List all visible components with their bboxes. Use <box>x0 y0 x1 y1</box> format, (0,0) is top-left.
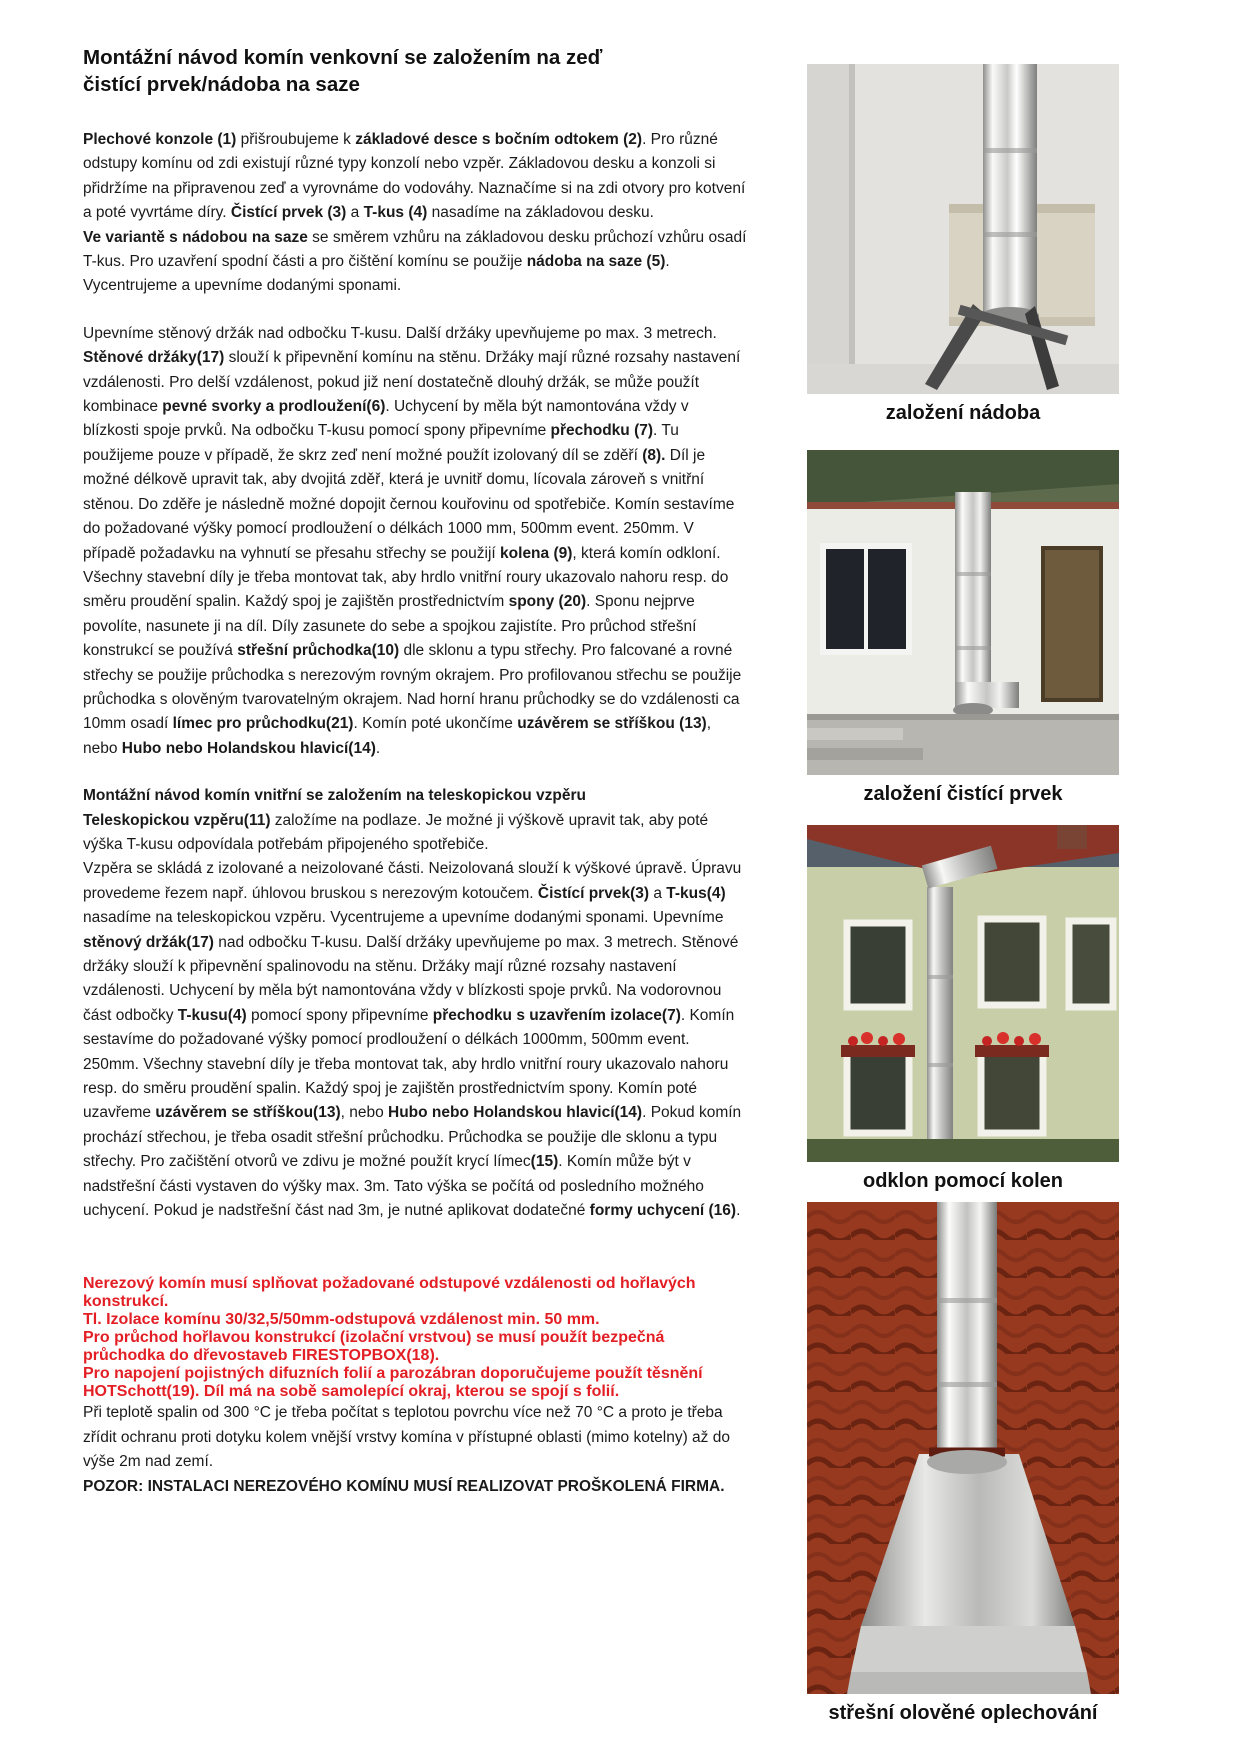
warning-insulation-distance: Tl. Izolace komínu 30/32,5/50mm-odstupová vzdálenost min. 50 mm. <box>83 1311 600 1329</box>
paragraph-soot-container-variant: Ve variantě s nádobou na saze se směrem vzhůru na základovou desku průchozí vzhůru osadí T-kus. Pro uzavření spodní části a pro čištění komínu se použije nádoba na saze (5). Vycentrujeme a upevníme dodanými sponami. <box>83 228 747 295</box>
paragraph-exterior-install: Plechové konzole (1) přišroubujeme k základové desce s bočním odtokem (2). Pro různé odstupy komínu od zdi existují různé typy konzolí nebo vzpěr. Základovou desku a konzoli si přidržíme na připravenou zeď a vyrovnáme do vodováhy. Naznačíme si na zdi otvory pro kotvení a poté vyvrtáme díry. Čistící prvek (3) a T-kus (4) nasadíme na základovou desku. <box>83 131 746 222</box>
warning-clearance: Nerezový komín musí splňovat požadované odstupové vzdálenosti od hořlavých konstrukcí. <box>83 1275 696 1311</box>
photo-chimney-wall-base <box>807 64 1119 394</box>
photo-house-cleaning-element <box>807 450 1119 775</box>
page-title-line-2: čistící prvek/nádoba na saze <box>83 73 360 96</box>
caption-stresni-olovene-oplechovani: střešní olověné oplechování <box>828 1702 1098 1724</box>
figure-zalozeni-nadoba <box>807 64 1119 425</box>
paragraph-wall-brackets: Upevníme stěnový držák nad odbočku T-kusu. Další držáky upevňujeme po max. 3 metrech. Stěnové držáky(17) slouží k připevnění komínu na stěnu. Držáky mají různé rozsahy nastavení vzdálenosti. Pro delší vzdálenost, pokud již není dostatečně dlouhý držák, se může použít kombinace pevné svorky a prodloužení(6). Uchycení by měla být namontována vždy v blízkosti spoje prvků. Na odbočku T-kusu pomocí spony připevníme přechodku (7). Tu použijeme pouze v případě, že skrz zeď není možné použít izolovaný díl se zděří (8). Díl je možné délkově upravit tak, aby dvojitá zděř, která je uvnitř domu, lícovala zároveň s vnitřní stěnou. Do zděře je následně možné dopojit černou kouřovinu od spotřebiče. Komín sestavíme do požadované výšky pomocí prodloužení o délkách 1000 mm, 500mm event. 250mm. V případě požadavku na vyhnutí se přesahu střechy se použijí kolena (9), která komín odkloní. Všechny stavební díly je třeba montovat tak, aby hrdlo vnitřní roury ukazovalo nahoru resp. do směru proudění spalin. Každý spoj je zajištěn prostřednictvím spony (20). Sponu nejprve povolíte, nasunete ji na díl. Díly zasunete do sebe a spojkou zajistíte. Pro průchod střešní konstrukcí se používá střešní průchodka(10) dle sklonu a typu střechy. Pro falcované a rovné střechy se použije průchodka s nerezovým rovným okrajem. Pro profilovanou střechu se použije průchodka s olověným tvarovatelným okrajem. Nad horní hranu průchodky se do vzdálenosti ca 10mm osadí límec pro průchodku(21). Komín poté ukončíme uzávěrem se stříškou (13), nebo Hubo nebo Holandskou hlavicí(14). <box>83 324 742 757</box>
caption-zalozeni-nadoba: založení nádoba <box>885 402 1041 424</box>
figure-zalozeni-cistici-prvek <box>807 450 1119 806</box>
page-title <box>83 44 748 98</box>
warning-block <box>83 1275 748 1401</box>
figure-stresni-olovene-oplechovani <box>807 1202 1119 1725</box>
heading-interior-install: Montážní návod komín vnitřní se založením na teleskopickou vzpěru <box>83 787 586 805</box>
caption-odklon-pomoci-kolen: odklon pomocí kolen <box>862 1170 1063 1192</box>
manual-text-column <box>83 44 748 1499</box>
caption-zalozeni-cistici-prvek: založení čistící prvek <box>863 783 1063 805</box>
paragraph-interior-install: Vzpěra se skládá z izolované a neizolované části. Neizolovaná slouží k výškové úpravě. Úpravu provedeme řezem např. úhlovou bruskou s nerezovým kotoučem. Čistící prvek(3) a T-kus(4) nasadíme na teleskopickou vzpěru. Vycentrujeme a upevníme dodanými sponami. Upevníme stěnový držák(17) nad odbočku T-kusu. Další držáky upevňujeme po max. 3 metrech. Stěnové držáky slouží k připevnění spalinovodu na stěnu. Držáky mají různé rozsahy nastavení vzdálenosti. Uchycení by měla být namontována vždy v blízkosti spoje prvků. Na vodorovnou část odbočky T-kusu(4) pomocí spony připevníme přechodku s uzavřením izolace(7). Komín sestavíme do požadované výšky pomocí prodloužení o délkách 1000mm, 500mm event. 250mm. Všechny stavební díly je třeba montovat tak, aby hrdlo vnitřní roury ukazovalo nahoru resp. do směru proudění spalin. Každý spoj je zajištěn prostřednictvím spony. Komín poté uzavřeme uzávěrem se stříškou(13), nebo Hubo nebo Holandskou hlavicí(14). Pokud komín prochází střechou, je třeba osadit střešní průchodku. Průchodka se použije dle sklonu a typu střechy. Pro začištění otvorů ve zdivu je možné použít krycí límec(15). Komín může být v nadstřešní části vystaven do výšky max. 3m. Tato výška se počítá od posledního možného uchycení. Pokud je nadstřešní část nad 3m, je nutné aplikovat dodatečné formy uchycení (16). <box>83 860 742 1220</box>
paragraph-surface-temperature: Při teplotě spalin od 300 °C je třeba počítat s teplotou povrchu více než 70 °C a proto je třeba zřídit ochranu proti dotyku kolem vnější vrstvy komína v přístupné oblasti (mimo kotelny) až do výše 2m nad zemí. <box>83 1404 730 1471</box>
warning-hotschott: Pro napojení pojistných difuzních folií a parozábran doporučujeme použít těsnění HOTSchott(19). Díl má na sobě samolepící okraj, kterou se spojí s folií. <box>83 1365 703 1401</box>
paragraph-pozor-notice: POZOR: INSTALACI NEREZOVÉHO KOMÍNU MUSÍ REALIZOVAT PROŠKOLENÁ FIRMA. <box>83 1477 725 1495</box>
paragraph-telescopic-support: Teleskopickou vzpěru(11) založíme na podlaze. Je možné ji výškově upravit tak, aby poté výška T-kusu odpovídala potřebám připojeného spotřebiče. <box>83 811 709 853</box>
warning-firestopbox: Pro průchod hořlavou konstrukcí (izolační vrstvou) se musí použít bezpečná průchodka do dřevostaveb FIRESTOPBOX(18). <box>83 1329 665 1365</box>
figure-odklon-pomoci-kolen <box>807 825 1119 1193</box>
photo-roof-lead-flashing <box>807 1202 1119 1694</box>
photo-house-elbow-offset <box>807 825 1119 1162</box>
page-title-line-1: Montážní návod komín venkovní se založením na zeď <box>83 46 603 69</box>
